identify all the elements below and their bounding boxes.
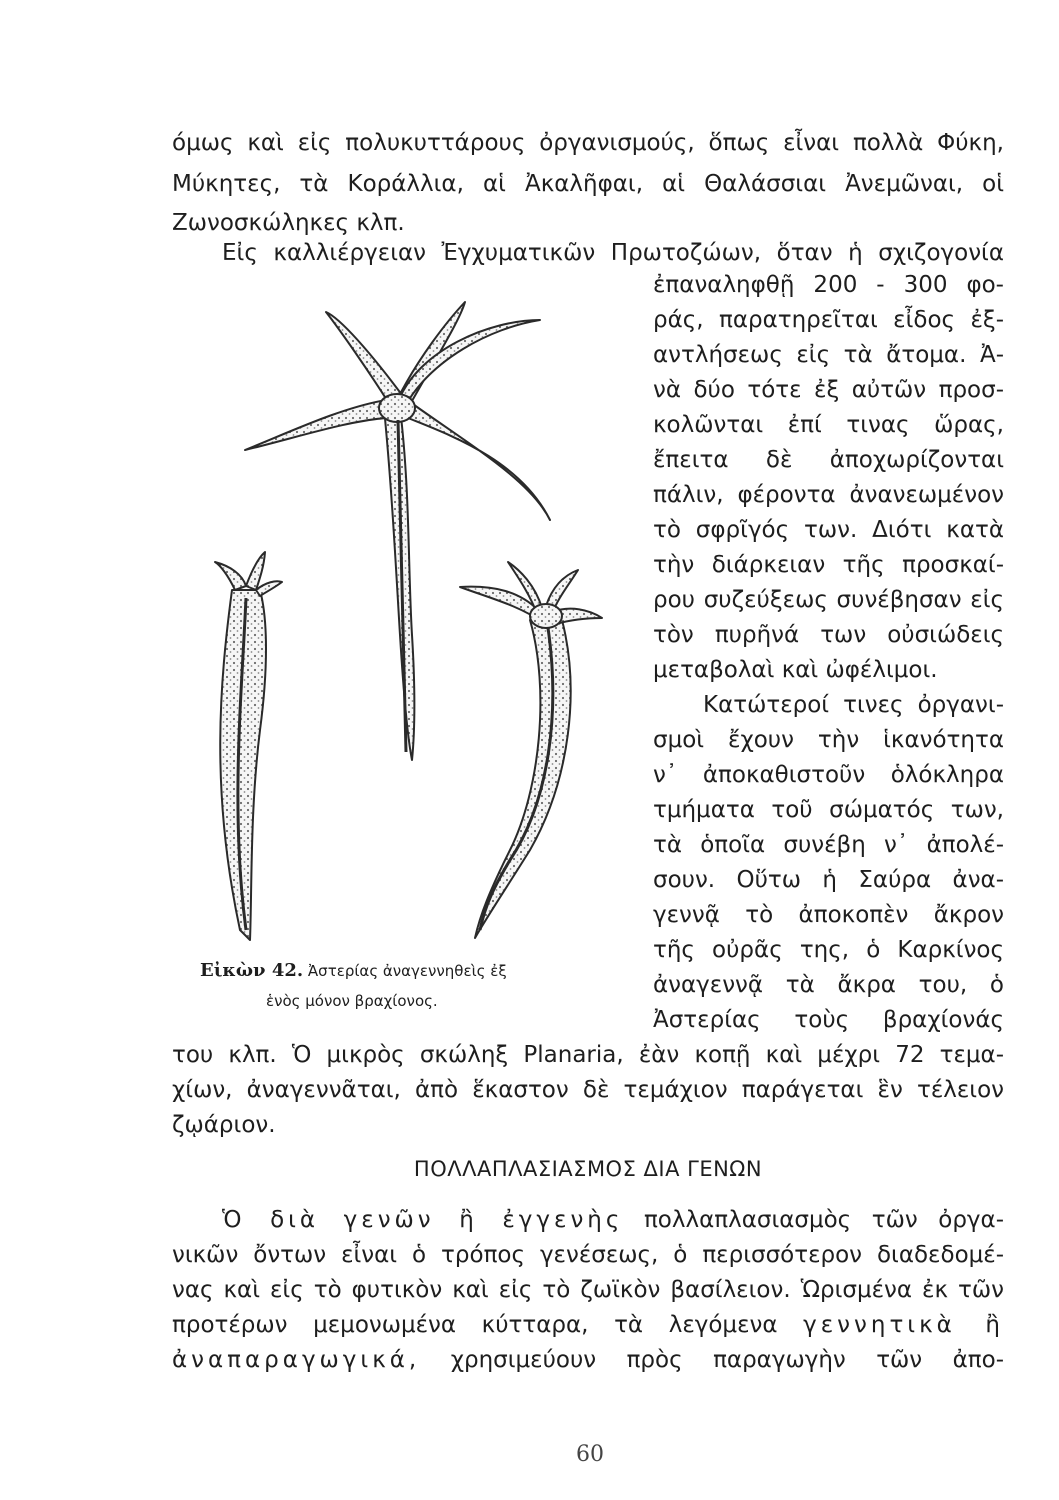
text-line: του κλπ. Ὁ μικρὸς σκώληξ Planaria, ἐὰν κοπῇ καὶ μέχρι 72 τεμα- [172,1042,1004,1068]
text-line: αντλήσεως εἰς τὰ ἄτομα. Ἀ- [653,342,1004,368]
section-heading: ΠΟΛΛΑΠΛΑΣΙΑΣΜΟΣ ΔΙΑ ΓΕΝΩΝ [413,1157,763,1181]
caption-text: ἑνὸς μόνον βραχίονος. [266,992,438,1010]
text-line: τῆς οὐρᾶς της, ὁ Καρκίνος [653,937,1004,963]
text-span: πολλαπλασιασμὸς τῶν ὀργα- [643,1207,1005,1233]
text-line: νὰ δύο τότε ἐξ αὐτῶν προσ- [653,377,1004,403]
text-line: σμοὶ ἔχουν τὴν ἱκανότητα [653,727,1004,753]
emphasized-term: Ὁ διὰ γενῶν ἢ ἐγγενὴς [222,1207,624,1233]
text-line: σουν. Οὕτω ἡ Σαύρα ἀνα- [653,867,1004,893]
text-span: χρησιμεύουν πρὸς παραγωγὴν τῶν ἀπο- [450,1347,1004,1373]
text-line: ζῳάριον. [172,1112,276,1138]
text-span: προτέρων μεμονωμένα κύτταρα, τὰ λεγόμενα [172,1312,778,1338]
text-line: Κατώτεροί τινες ὀργανι- [703,692,1004,718]
text-line: ράς, παρατηρεῖται εἶδος ἐξ- [653,307,1004,333]
starfish-large [245,302,550,760]
starfish-figure [190,290,630,970]
text-line: τὸν πυρῆνά των οὐσιώδεις [653,622,1004,648]
text-line: νικῶν ὄντων εἶναι ὁ τρόπος γενέσεως, ὁ περισσότερον διαδεδομέ- [172,1242,1004,1268]
text-line: ρου συζεύξεως συνέβησαν εἰς [653,587,1004,613]
text-line: γεννᾷ τὸ ἀποκοπὲν ἄκρον [653,902,1004,928]
figure-caption [200,962,507,980]
text-line: νας καὶ εἰς τὸ φυτικὸν καὶ εἰς τὸ ζωϊκὸν βασίλειον. Ὡρισμένα ἐκ τῶν [172,1277,1004,1303]
text-line: ν᾽ ἀποκαθιστοῦν ὁλόκληρα [653,762,1004,788]
emphasized-term: γεννητικὰ ἢ [803,1312,1004,1338]
starfish-right [460,562,602,938]
text-line: τὸ σφρῖγός των. Διότι κατὰ [653,517,1004,543]
text-line: Εἰς καλλιέργειαν Ἐγχυματικῶν Πρωτοζώων, ὅταν ἡ σχιζογονία [222,240,1004,266]
text-line: τμήματα τοῦ σώματός των, [653,797,1004,823]
text-line: ἔπειτα δὲ ἀποχωρίζονται [653,447,1004,473]
text-line [172,1310,1004,1340]
emphasized-term: ἀναπαραγωγικά, [172,1347,421,1373]
text-line [172,1345,1004,1375]
text-line: Ἀστερίας τοὺς βραχίονάς [653,1007,1004,1033]
text-line [222,1205,1004,1235]
text-line: χίων, ἀναγεννᾶται, ἀπὸ ἕκαστον δὲ τεμάχιον παράγεται ἓν τέλειον [172,1077,1004,1103]
text-line: κολῶνται ἐπί τινας ὥρας, [653,412,1004,438]
text-line: Ζωνοσκώληκες κλπ. [172,210,405,236]
text-line: όμως καὶ εἰς πολυκυττάρους ὀργανισμούς, ὅπως εἶναι πολλὰ Φύκη, [172,130,1004,156]
caption-text: Ἀστερίας ἀναγεννηθεὶς ἐξ [307,962,507,980]
text-line: Μύκητες, τὰ Κοράλλια, αἱ Ἀκαλῆφαι, αἱ Θαλάσσιαι Ἀνεμῶναι, οἱ [172,171,1004,197]
text-line: ἀναγεννᾷ τὰ ἄκρα του, ὁ [653,972,1004,998]
text-line: τὴν διάρκειαν τῆς προσκαί- [653,552,1004,578]
text-line: πάλιν, φέροντα ἀνανεωμένον [653,482,1004,508]
text-line: τὰ ὁποῖα συνέβη ν᾽ ἀπολέ- [653,832,1004,858]
caption-label: Εἰκὼν 42. [200,960,304,981]
starfish-left [215,552,282,940]
text-line: ἐπαναληφθῇ 200 - 300 φο- [653,272,1004,298]
page-number: 60 [576,1442,604,1467]
text-line: μεταβολαὶ καὶ ὠφέλιμοι. [653,657,938,683]
